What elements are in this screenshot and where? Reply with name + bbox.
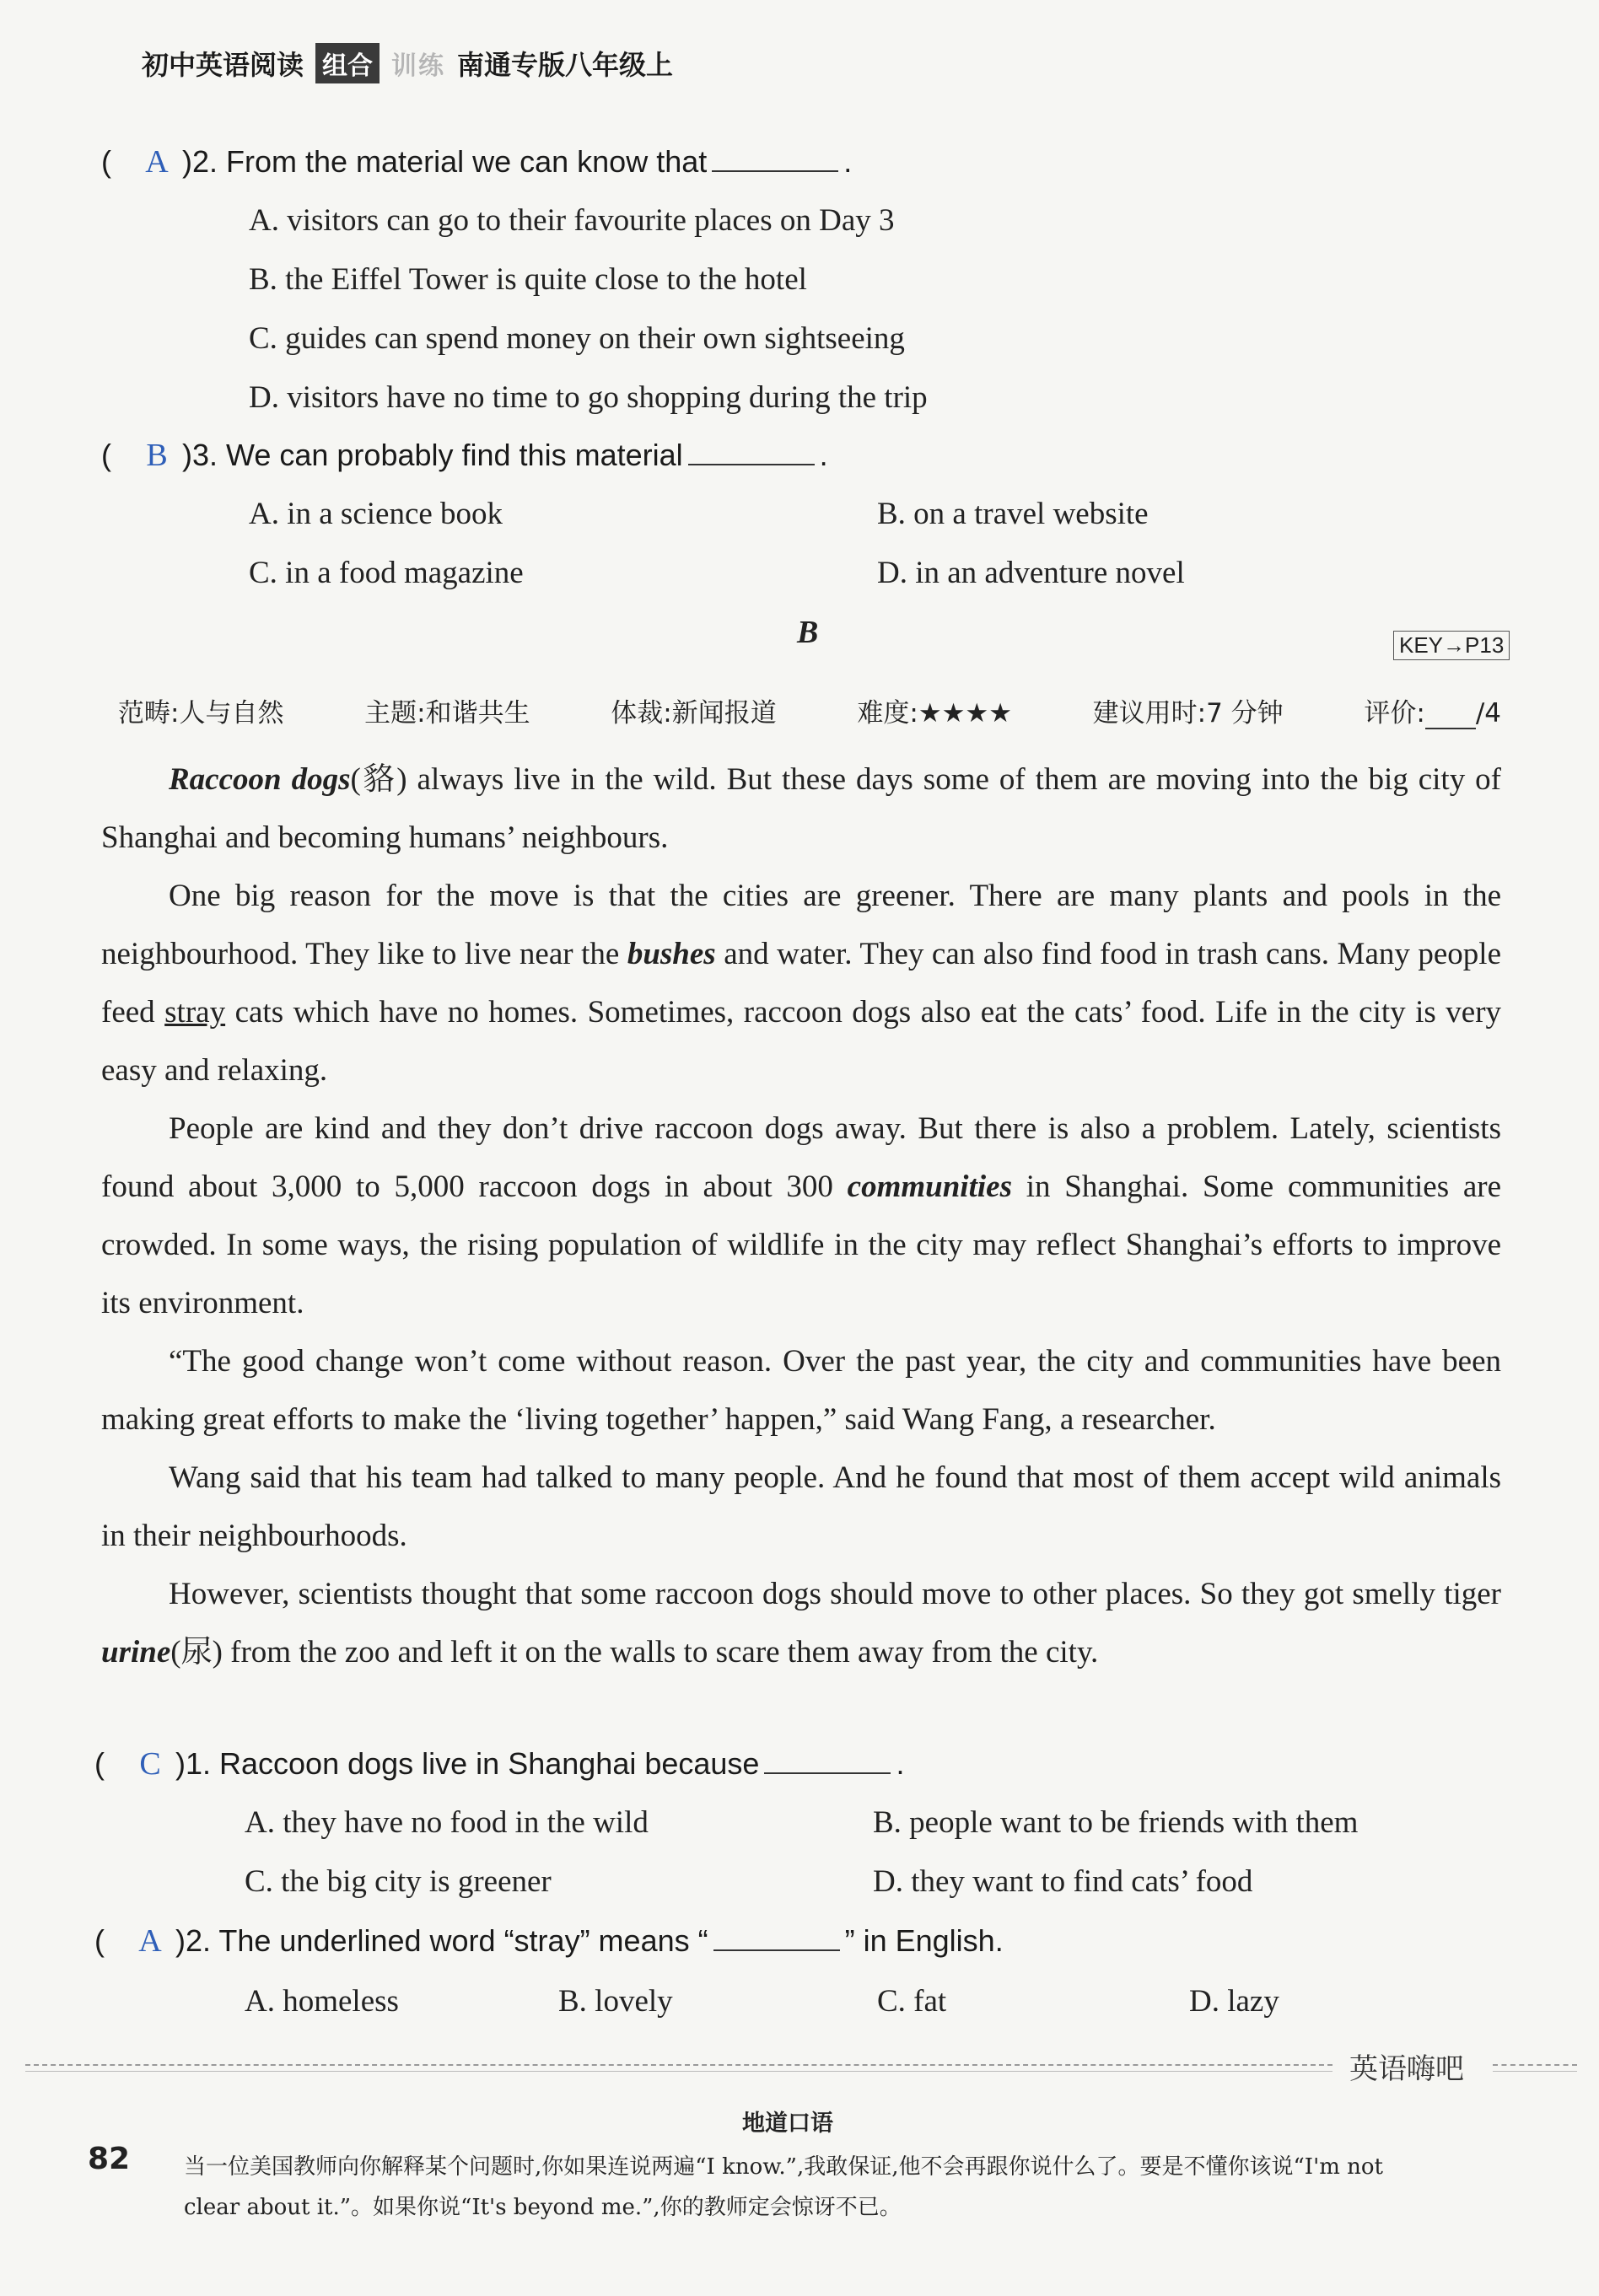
question-stem: )2. The underlined word “stray” means “	[175, 1923, 708, 1958]
tip-text: 当一位美国教师向你解释某个问题时,你如果连说两遍“I know.”,我敢保证,他不会再跟你说什么了。要是不懂你该说“I'm not clear about it.”。如果你说“It's beyond me.”,你的教师定会惊讶不已。	[184, 2154, 1383, 2220]
meta-difficulty: 难度:★★★★	[857, 698, 1012, 729]
reading-passage	[101, 750, 1501, 1681]
question-stem: )3. We can probably find this material	[182, 438, 683, 472]
paragraph: Raccoon dogs(貉) always live in the wild. But these days some of them are moving into the big city of Shanghai and becoming humans’ neighbours.	[101, 762, 1501, 855]
option: C. the big city is greener	[245, 1864, 552, 1899]
option: A. they have no food in the wild	[245, 1805, 649, 1840]
question-stem-end: .	[819, 438, 828, 472]
question-b2: ( A )2. The underlined word “stray” means “ ” in English.	[94, 1923, 1004, 1959]
option: B. on a travel website	[877, 497, 1149, 531]
answer-mark: A	[138, 1923, 162, 1959]
score-blank	[1425, 706, 1476, 729]
footer-brand: 英语嗨吧	[1349, 2052, 1464, 2086]
option: D. lazy	[1189, 1984, 1279, 2019]
question-stem: )1. Raccoon dogs live in Shanghai because	[175, 1746, 760, 1781]
footer-divider	[25, 2071, 1332, 2072]
answer-key-ref: KEY→P13	[1393, 631, 1510, 660]
option: C. in a food magazine	[249, 556, 524, 590]
meta-time: 建议用时:7 分钟	[1092, 698, 1284, 729]
answer-blank	[712, 145, 838, 172]
question-stem-end: .	[843, 144, 853, 179]
paragraph: One big reason for the move is that the cities are greener. There are many plants and pools in the neighbourhood. They like to live near the bushes and water. They can also find food in trash cans. Many people feed stray cats which have no homes. Sometimes, raccoon dogs also eat the cats’ food. Life in the city is very easy and relaxing.	[101, 879, 1502, 1088]
answer-mark: C	[139, 1746, 161, 1782]
tip-title: 地道口语	[742, 2110, 833, 2137]
paragraph: People are kind and they don’t drive raccoon dogs away. But there is also a problem. Lately, scientists found about 3,000 to 5,000 raccoon dogs in about 300 communities in Shanghai. Some communities are crowded. In some ways, the rising population of wildlife in the city may reflect Shanghai’s efforts to improve its environment.	[101, 1111, 1502, 1320]
answer-mark: A	[145, 144, 169, 180]
option: D. in an adventure novel	[877, 556, 1185, 590]
paragraph: However, scientists thought that some raccoon dogs should move to other places. So they got smelly tiger urine(尿) from the zoo and left it on the walls to scare them away from the city.	[101, 1577, 1501, 1670]
question-stem-end: ” in English.	[844, 1923, 1004, 1958]
meta-genre: 体裁:新闻报道	[611, 698, 777, 729]
footer-divider	[1493, 2071, 1577, 2072]
answer-blank	[688, 438, 815, 465]
answer-mark: B	[146, 438, 168, 473]
section-letter: B	[797, 615, 819, 650]
option: D. visitors have no time to go shopping during the trip	[249, 380, 928, 415]
question-stem: )2. From the material we can know that	[182, 144, 708, 179]
option: D. they want to find cats’ food	[873, 1864, 1253, 1899]
option: C. fat	[877, 1984, 947, 2019]
underlined-word: stray	[164, 995, 226, 1030]
footer-divider	[1493, 2064, 1577, 2066]
option: C. guides can spend money on their own sightseeing	[249, 321, 905, 356]
option: B. lovely	[558, 1984, 673, 2019]
meta-theme: 主题:和谐共生	[364, 698, 530, 729]
paragraph: “The good change won’t come without reason. Over the past year, the city and communities have been making great efforts to make the ‘living together’ happen,” said Wang Fang, a researcher.	[101, 1344, 1501, 1437]
option: A. in a science book	[249, 497, 503, 531]
option: B. the Eiffel Tower is quite close to the hotel	[249, 262, 807, 297]
paragraph: Wang said that his team had talked to many people. And he found that most of them accept wild animals in their neighbourhoods.	[101, 1460, 1501, 1553]
book-title: 初中英语阅读	[142, 49, 304, 81]
book-badge: 组合	[315, 43, 380, 83]
question-b1: ( C )1. Raccoon dogs live in Shanghai because .	[94, 1746, 905, 1782]
question-a3: ( B )3. We can probably find this material .	[101, 438, 828, 473]
question-a2: ( A )2. From the material we can know that .	[101, 144, 853, 180]
page-number: 82	[88, 2142, 131, 2176]
option: A. homeless	[245, 1984, 399, 2019]
question-stem-end: .	[896, 1746, 905, 1781]
book-badge-secondary: 训练	[391, 51, 446, 81]
passage-meta	[118, 691, 1501, 729]
footer-divider	[25, 2064, 1332, 2066]
option: B. people want to be friends with them	[873, 1805, 1359, 1840]
meta-score: 评价: /4	[1364, 698, 1501, 729]
answer-blank	[713, 1924, 840, 1951]
answer-blank	[764, 1747, 891, 1774]
page-header	[142, 42, 673, 84]
option: A. visitors can go to their favourite places on Day 3	[249, 203, 895, 238]
book-edition: 南通专版八年级上	[457, 49, 674, 81]
meta-category: 范畴:人与自然	[118, 698, 284, 729]
